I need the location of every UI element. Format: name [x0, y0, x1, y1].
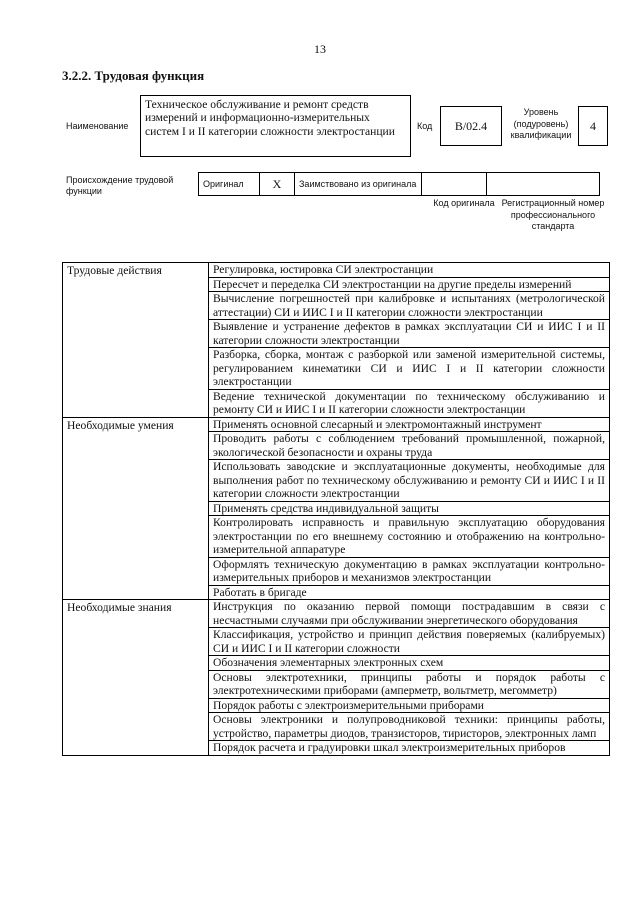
table-cell: Порядок работы с электроизмерительными приборами — [209, 698, 610, 713]
table-cell: Порядок расчета и градуировки шкал электроизмерительных приборов — [209, 741, 610, 756]
original-mark: X — [260, 173, 295, 196]
table-cell: Оформлять техническую документацию в рамках эксплуатации контрольно-измерительных приборов и механизмов электростанции — [209, 557, 610, 585]
code-label: Код — [417, 121, 433, 131]
name-label: Наименование — [66, 121, 129, 131]
table-row — [63, 417, 610, 432]
code-original-label: Код оригинала — [433, 198, 495, 208]
table-cell: Инструкция по оказанию первой помощи пострадавшим в связи с несчастными случаями при обслуживании энергетического оборудования — [209, 600, 610, 628]
table-cell: Разборка, сборка, монтаж с разборкой или заменой измерительной системы, регулированием кинематики СИ и ИИС I и II категории сложности электростанции — [209, 348, 610, 390]
table-cell: Классификация, устройство и принцип действия поверяемых (калибруемых) СИ и ИИС I и II категории сложности — [209, 628, 610, 656]
section-heading: 3.2.2. Трудовая функция — [62, 68, 205, 83]
table-cell: Ведение технической документации по техническому обслуживанию и ремонту СИ и ИИС I и II категории сложности электростанции — [209, 389, 610, 417]
table-cell: Пересчет и переделка СИ электростанции на другие пределы измерений — [209, 277, 610, 292]
page-number: 13 — [314, 42, 326, 56]
table-cell: Выявление и устранение дефектов в рамках эксплуатации СИ и ИИС I и II категории сложности электростанции — [209, 320, 610, 348]
function-name-field: Техническое обслуживание и ремонт средств измерений и информационно-измерительных систем I и II категории сложности электростанции — [140, 95, 411, 157]
table-cell: Работать в бригаде — [209, 585, 610, 600]
function-code-field: B/02.4 — [440, 106, 502, 146]
qualification-level-field: 4 — [578, 106, 608, 146]
table-cell: Основы электроники и полупроводниковой техники: принципы работы, устройство, параметры диодов, транзисторов, тиристоров, электронных ламп — [209, 713, 610, 741]
origin-table — [198, 172, 600, 196]
table-row — [63, 263, 610, 278]
table-cell: Проводить работы с соблюдением требований промышленной, пожарной, экологической безопасности и охраны труда — [209, 432, 610, 460]
section-title: Необходимые умения — [63, 417, 209, 600]
code-original-cell — [422, 173, 487, 196]
reg-number-cell — [487, 173, 600, 196]
table-cell: Обозначения элементарных электронных схем — [209, 656, 610, 671]
function-details-table — [62, 262, 610, 756]
table-cell: Применять средства индивидуальной защиты — [209, 501, 610, 516]
table-cell: Вычисление погрешностей при калибровке и испытаниях (метрологической аттестации) СИ и ИИС I и II категории сложности электростанции — [209, 292, 610, 320]
qualification-level-label: Уровень (подуровень) квалификации — [510, 107, 572, 140]
borrowed-label: Заимствовано из оригинала — [295, 173, 422, 196]
reg-number-label: Регистрационный номер профессионального стандарта — [501, 198, 605, 231]
table-row — [63, 600, 610, 628]
origin-label: Происхождение трудовой функции — [66, 175, 174, 196]
section-title: Трудовые действия — [63, 263, 209, 418]
table-cell: Использовать заводские и эксплуатационные документы, необходимые для выполнения работ по техническому обслуживанию и ремонту СИ и ИИС I и II категории сложности электростанции — [209, 460, 610, 502]
table-cell: Регулировка, юстировка СИ электростанции — [209, 263, 610, 278]
section-title: Необходимые знания — [63, 600, 209, 756]
original-label: Оригинал — [199, 173, 260, 196]
table-cell: Контролировать исправность и правильную эксплуатацию оборудования электростанции по его внешнему состоянию и отображению на контрольно-измерительной аппаратуре — [209, 516, 610, 558]
table-cell: Применять основной слесарный и электромонтажный инструмент — [209, 417, 610, 432]
table-cell: Основы электротехники, принципы работы и порядок работы с электротехническими приборами (амперметр, вольтметр, мегомметр) — [209, 670, 610, 698]
